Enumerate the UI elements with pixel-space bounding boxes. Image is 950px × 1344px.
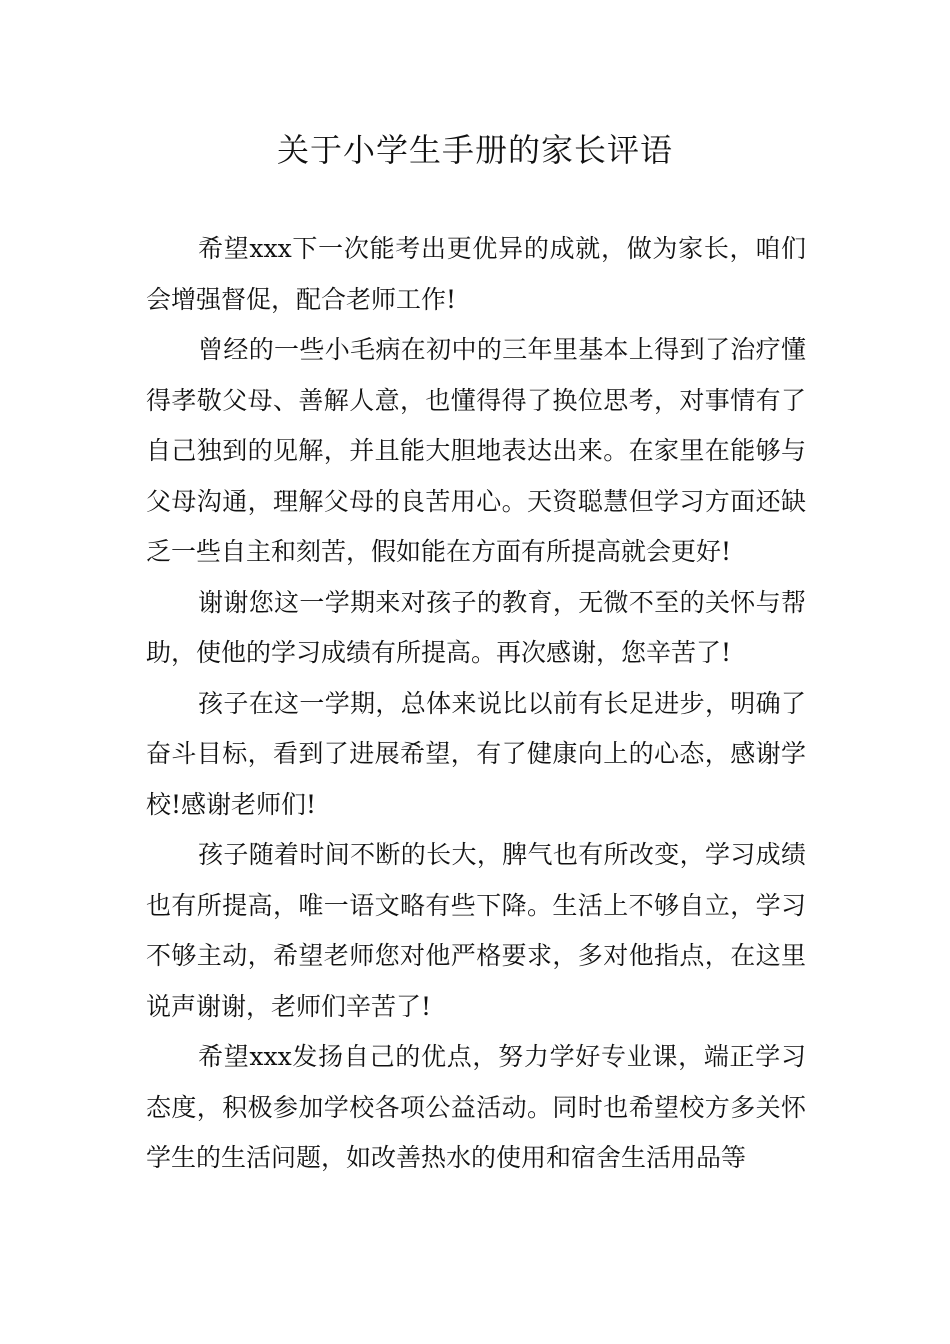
paragraph-3: 谢谢您这一学期来对孩子的教育，无微不至的关怀与帮助，使他的学习成绩有所提高。再次感谢，您辛苦了! <box>146 587 806 667</box>
paragraph-4: 孩子在这一学期，总体来说比以前有长足进步，明确了奋斗目标，看到了进展希望，有了健康向上的心态，感谢学校!感谢老师们! <box>146 688 806 819</box>
paragraph-5: 孩子随着时间不断的长大，脾气也有所改变，学习成绩也有所提高，唯一语文略有些下降。生活上不够自立，学习不够主动，希望老师您对他严格要求，多对他指点，在这里说声谢谢，老师们辛苦了! <box>146 840 806 1021</box>
document-body <box>146 224 806 1184</box>
paragraph-1: 希望xxx下一次能考出更优异的成就，做为家长，咱们会增强督促，配合老师工作! <box>146 234 806 314</box>
paragraph-2: 曾经的一些小毛病在初中的三年里基本上得到了治疗懂得孝敬父母、善解人意，也懂得得了换位思考，对事情有了自己独到的见解，并且能大胆地表达出来。在家里在能够与父母沟通，理解父母的良苦用心。天资聪慧但学习方面还缺乏一些自主和刻苦，假如能在方面有所提高就会更好! <box>146 335 806 566</box>
paragraph-6: 希望xxx发扬自己的优点，努力学好专业课，端正学习态度，积极参加学校各项公益活动。同时也希望校方多关怀学生的生活问题，如改善热水的使用和宿舍生活用品等 <box>146 1042 806 1172</box>
document-title: 关于小学生手册的家长评语 <box>276 131 673 169</box>
